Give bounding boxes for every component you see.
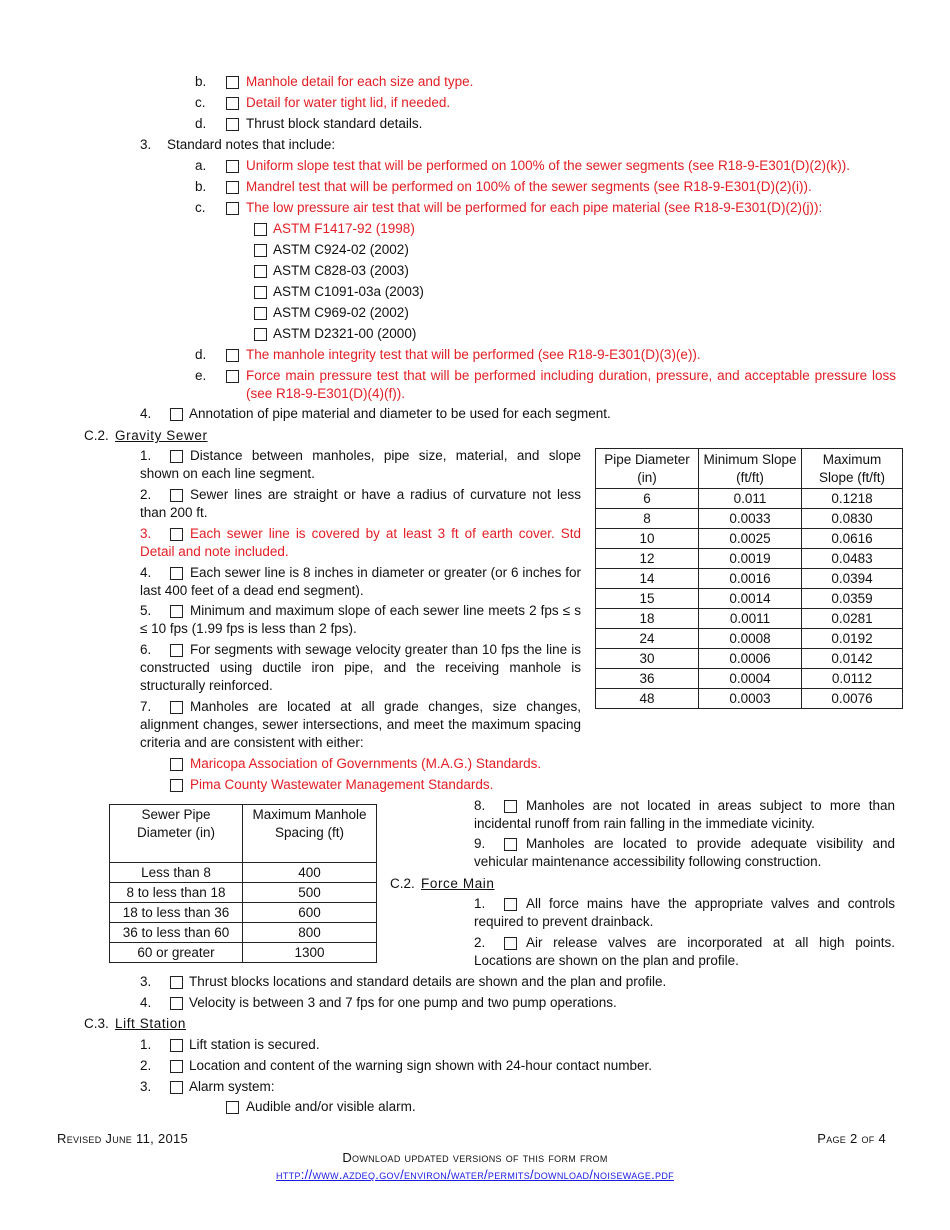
checkbox[interactable]	[254, 244, 267, 257]
checkbox[interactable]	[170, 1039, 183, 1052]
checkbox[interactable]	[170, 976, 183, 989]
checkbox[interactable]	[170, 1081, 183, 1094]
item-text: The low pressure air test that will be performed for each pipe material (see R18-9-E301(D)(2)(j)):	[246, 200, 823, 215]
slope-cell: 18	[596, 609, 699, 629]
slope-header: Maximum Slope (ft/ft)	[802, 449, 903, 489]
slope-cell: 6	[596, 489, 699, 509]
item-number: 4.	[140, 995, 152, 1010]
revised-date: Revised June 11, 2015	[57, 1131, 189, 1146]
item-text: Alarm system:	[189, 1079, 275, 1094]
spacing-row	[110, 943, 377, 963]
slope-table	[595, 448, 903, 709]
spacing-cell: 60 or greater	[110, 943, 243, 963]
slope-cell: 0.0830	[802, 509, 903, 529]
item-letter: b.	[195, 74, 207, 89]
slope-cell: 0.0281	[802, 609, 903, 629]
spacing-cell: 600	[243, 903, 377, 923]
download-link[interactable]: http://www.azdeq.gov/environ/water/permits/download/noisewage.pdf	[276, 1167, 674, 1182]
item-text: Manholes are located at all grade changes, size changes, alignment changes, sewer intersections, and meet the maximum spacing criteria and are consistent with either:	[140, 699, 581, 750]
item-text: Detail for water tight lid, if needed.	[246, 95, 451, 110]
item-number: 8.	[474, 798, 486, 813]
item-text: Uniform slope test that will be performed on 100% of the sewer segments (see R18-9-E301(D)(2)(k)).	[246, 158, 850, 173]
item-text: Thrust blocks locations and standard details are shown and the plan and profile.	[189, 974, 667, 989]
item-text: Manholes are not located in areas subject to more than incidental runoff from rain falling in the immediate vicinity.	[474, 798, 895, 831]
item-number: 1.	[140, 448, 152, 463]
slope-cell: 0.1218	[802, 489, 903, 509]
slope-cell: 0.0616	[802, 529, 903, 549]
item-text: Standard notes that include:	[167, 137, 336, 152]
item-text: Air release valves are incorporated at all high points. Locations are shown on the plan and profile.	[474, 935, 895, 968]
spacing-cell: Less than 8	[110, 863, 243, 883]
checkbox[interactable]	[254, 265, 267, 278]
item-text: Force main pressure test that will be performed including duration, pressure, and acceptable pressure loss (see R18-9-E301(D)(4)(f)).	[246, 368, 896, 401]
item-text: Thrust block standard details.	[246, 116, 423, 131]
spacing-row	[110, 923, 377, 943]
checkbox[interactable]	[226, 370, 239, 383]
slope-header: Pipe Diameter (in)	[596, 449, 699, 489]
item-text: Manholes are located to provide adequate visibility and vehicular maintenance accessibility following construction.	[474, 836, 895, 869]
spacing-cell: 800	[243, 923, 377, 943]
item-number: 2.	[140, 487, 152, 502]
checkbox[interactable]	[170, 997, 183, 1010]
spacing-cell: 36 to less than 60	[110, 923, 243, 943]
slope-cell: 30	[596, 649, 699, 669]
item-text: Manhole detail for each size and type.	[246, 74, 474, 89]
astm-label: ASTM C924-02 (2002)	[273, 242, 409, 257]
slope-row	[596, 609, 903, 629]
item-number: 3.	[140, 526, 152, 541]
item-text: For segments with sewage velocity greater than 10 fps the line is constructed using ductile iron pipe, and the receiving manhole is structurally reinforced.	[140, 642, 581, 693]
page-number: Page 2 of 4	[817, 1131, 886, 1146]
slope-cell: 0.0004	[699, 669, 802, 689]
slope-row	[596, 529, 903, 549]
slope-cell: 0.011	[699, 489, 802, 509]
checkbox[interactable]	[254, 328, 267, 341]
checkbox[interactable]	[254, 223, 267, 236]
item-text: The manhole integrity test that will be performed (see R18-9-E301(D)(3)(e)).	[246, 347, 701, 362]
spacing-cell: 8 to less than 18	[110, 883, 243, 903]
slope-cell: 0.0076	[802, 689, 903, 709]
slope-cell: 0.0033	[699, 509, 802, 529]
item-letter: d.	[195, 347, 207, 362]
slope-cell: 0.0142	[802, 649, 903, 669]
item-text: Each sewer line is covered by at least 3 ft of earth cover. Std Detail and note included.	[140, 526, 581, 559]
checkbox[interactable]	[254, 307, 267, 320]
slope-cell: 0.0025	[699, 529, 802, 549]
spacing-row	[110, 903, 377, 923]
checkbox[interactable]	[170, 408, 183, 421]
slope-row	[596, 629, 903, 649]
slope-row	[596, 569, 903, 589]
item-text: Location and content of the warning sign shown with 24-hour contact number.	[189, 1058, 653, 1073]
slope-row	[596, 689, 903, 709]
checkbox[interactable]	[170, 758, 183, 771]
checkbox[interactable]	[226, 76, 239, 89]
slope-cell: 0.0006	[699, 649, 802, 669]
slope-cell: 10	[596, 529, 699, 549]
astm-label: ASTM F1417-92 (1998)	[273, 221, 415, 236]
item-text: Distance between manholes, pipe size, material, and slope shown on each line segment.	[140, 448, 581, 481]
checkbox[interactable]	[226, 202, 239, 215]
item-letter: d.	[195, 116, 207, 131]
item-number: 7.	[140, 699, 152, 714]
checkbox[interactable]	[226, 97, 239, 110]
item-number: 1.	[474, 896, 486, 911]
slope-cell: 24	[596, 629, 699, 649]
item-letter: b.	[195, 179, 207, 194]
item-number: 4.	[140, 406, 152, 421]
checkbox[interactable]	[226, 1101, 239, 1114]
slope-cell: 0.0112	[802, 669, 903, 689]
item-text: Each sewer line is 8 inches in diameter or greater (or 6 inches for last 400 feet of a dead end segment).	[140, 565, 581, 598]
checkbox[interactable]	[226, 349, 239, 362]
section-id: C.3.	[84, 1016, 109, 1031]
checkbox[interactable]	[254, 286, 267, 299]
slope-cell: 0.0016	[699, 569, 802, 589]
slope-cell: 0.0019	[699, 549, 802, 569]
spacing-row	[110, 883, 377, 903]
astm-label: ASTM C828-03 (2003)	[273, 263, 409, 278]
slope-row	[596, 669, 903, 689]
section-id: C.2.	[84, 428, 109, 443]
slope-cell: 48	[596, 689, 699, 709]
slope-cell: 8	[596, 509, 699, 529]
item-number: 6.	[140, 642, 152, 657]
item-text: Annotation of pipe material and diameter to be used for each segment.	[189, 406, 611, 421]
item-number: 9.	[474, 836, 486, 851]
spacing-cell: 500	[243, 883, 377, 903]
download-note: Download updated versions of this form from	[342, 1150, 608, 1165]
slope-cell: 0.0011	[699, 609, 802, 629]
section-title: Lift Station	[115, 1016, 186, 1031]
astm-label: ASTM C1091-03a (2003)	[273, 284, 424, 299]
item-text: Sewer lines are straight or have a radius of curvature not less than 200 ft.	[140, 487, 581, 520]
slope-cell: 12	[596, 549, 699, 569]
slope-cell: 0.0014	[699, 589, 802, 609]
spacing-header: Maximum Manhole Spacing (ft)	[243, 805, 377, 863]
spacing-cell: 18 to less than 36	[110, 903, 243, 923]
astm-label: ASTM D2321-00 (2000)	[273, 326, 417, 341]
item-letter: a.	[195, 158, 207, 173]
spacing-header: Sewer Pipe Diameter (in)	[110, 805, 243, 863]
section-id: C.2.	[390, 876, 415, 891]
item-text: Minimum and maximum slope of each sewer line meets 2 fps ≤ s ≤ 10 fps (1.99 fps is less than 2 fps).	[140, 603, 581, 636]
item-number: 3.	[140, 974, 152, 989]
spacing-cell: 400	[243, 863, 377, 883]
standard-label: Maricopa Association of Governments (M.A.G.) Standards.	[190, 756, 542, 771]
standard-label: Pima County Wastewater Management Standards.	[190, 777, 494, 792]
checkbox[interactable]	[226, 160, 239, 173]
item-text: Audible and/or visible alarm.	[246, 1099, 416, 1114]
item-number: 3.	[140, 1079, 152, 1094]
item-letter: c.	[195, 200, 206, 215]
section-title: Gravity Sewer	[115, 428, 208, 443]
slope-row	[596, 649, 903, 669]
checkbox[interactable]	[226, 118, 239, 131]
spacing-cell: 1300	[243, 943, 377, 963]
item-letter: e.	[195, 368, 207, 383]
slope-cell: 0.0192	[802, 629, 903, 649]
item-number: 2.	[474, 935, 486, 950]
item-number: 4.	[140, 565, 152, 580]
item-number: 1.	[140, 1037, 152, 1052]
slope-cell: 0.0003	[699, 689, 802, 709]
slope-cell: 0.0483	[802, 549, 903, 569]
slope-cell: 36	[596, 669, 699, 689]
spacing-row	[110, 863, 377, 883]
slope-cell: 15	[596, 589, 699, 609]
slope-row	[596, 589, 903, 609]
item-text: Velocity is between 3 and 7 fps for one pump and two pump operations.	[189, 995, 617, 1010]
item-letter: c.	[195, 95, 206, 110]
checkbox[interactable]	[170, 779, 183, 792]
checkbox[interactable]	[170, 1060, 183, 1073]
item-text: All force mains have the appropriate valves and controls required to prevent drainback.	[474, 896, 895, 929]
item-number: 2.	[140, 1058, 152, 1073]
checkbox[interactable]	[226, 181, 239, 194]
slope-cell: 0.0008	[699, 629, 802, 649]
section-title: Force Main	[421, 876, 495, 891]
item-number: 5.	[140, 603, 152, 618]
slope-row	[596, 549, 903, 569]
slope-header: Minimum Slope (ft/ft)	[699, 449, 802, 489]
item-text: Mandrel test that will be performed on 100% of the sewer segments (see R18-9-E301(D)(2)(i)).	[246, 179, 812, 194]
slope-cell: 0.0394	[802, 569, 903, 589]
spacing-table	[109, 804, 377, 963]
slope-row	[596, 489, 903, 509]
slope-cell: 0.0359	[802, 589, 903, 609]
item-number: 3.	[140, 137, 152, 152]
slope-row	[596, 509, 903, 529]
item-text: Lift station is secured.	[189, 1037, 320, 1052]
slope-cell: 14	[596, 569, 699, 589]
astm-label: ASTM C969-02 (2002)	[273, 305, 409, 320]
